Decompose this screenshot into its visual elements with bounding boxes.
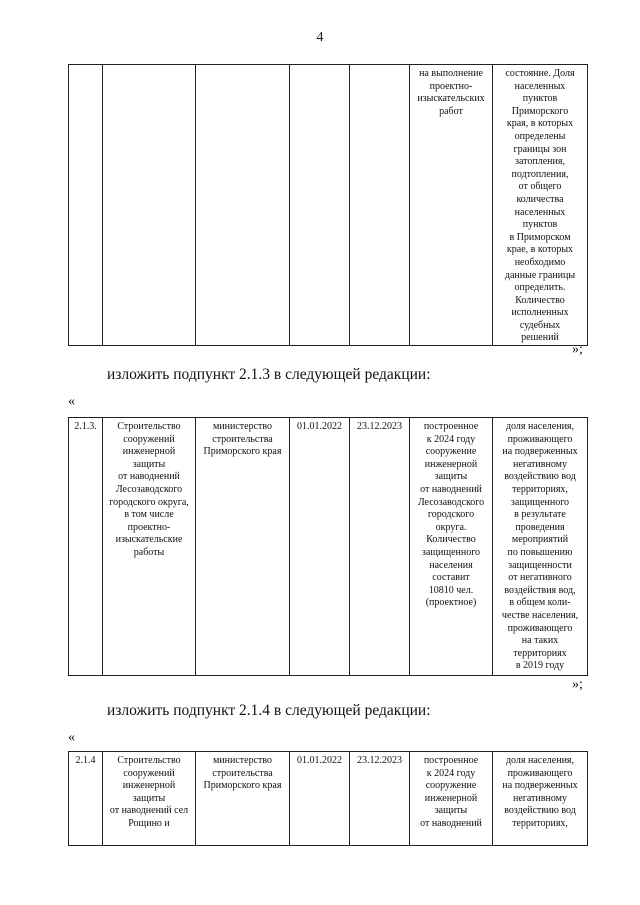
close-quote: »; (572, 342, 583, 357)
cell-end-date: 23.12.2023 (350, 752, 410, 846)
cell-end-date: 23.12.2023 (350, 418, 410, 676)
cell-number: 2.1.4 (69, 752, 103, 846)
cell-end-date (350, 65, 410, 346)
cell-indicator: доля населения, проживающего на подверженных негативному воздействию вод территориях, (493, 752, 588, 846)
cell-executor: министерство строительства Приморского края (196, 752, 290, 846)
cell-number (69, 65, 103, 346)
table-row (69, 752, 588, 846)
open-quote: « (68, 394, 75, 409)
open-quote: « (68, 730, 75, 745)
table-row (69, 418, 588, 676)
cell-executor: министерство строительства Приморского края (196, 418, 290, 676)
table-row (69, 65, 588, 346)
close-quote: »; (572, 677, 583, 692)
cell-measure: Строительство сооружений инженерной защиты от наводнений Лесозаводского городского округа, в том числе проектно- изыскательские работы (103, 418, 196, 676)
cell-measure (103, 65, 196, 346)
cell-start-date (290, 65, 350, 346)
table-item-2-1-4 (68, 751, 588, 846)
table-item-2-1-3 (68, 417, 588, 676)
cell-number: 2.1.3. (69, 418, 103, 676)
instruction-text: изложить подпункт 2.1.3 в следующей редакции: (107, 366, 431, 383)
cell-start-date: 01.01.2022 (290, 418, 350, 676)
cell-indicator: доля населения, проживающего на подверженных негативному воздействию вод территориях, защищенного в результате проведения мероприятий по повышению защищенности от негативного воздействия вод, в общем коли- честве населения, проживающего на таких территориях в 2019 году (493, 418, 588, 676)
cell-start-date: 01.01.2022 (290, 752, 350, 846)
instruction-text: изложить подпункт 2.1.4 в следующей редакции: (107, 702, 431, 719)
cell-result: построенное к 2024 году сооружение инженерной защиты от наводнений (410, 752, 493, 846)
page-number: 4 (316, 30, 324, 45)
cell-result: построенное к 2024 году сооружение инженерной защиты от наводнений Лесозаводского городского округа. Количество защищенного населения составит 10810 чел. (проектное) (410, 418, 493, 676)
cell-result: на выполнение проектно- изыскательских работ (410, 65, 493, 346)
table-continuation (68, 64, 588, 346)
cell-executor (196, 65, 290, 346)
cell-indicator: состояние. Доля населенных пунктов Приморского края, в которых определены границы зон затопления, подтопления, от общего количества населенных пунктов в Приморском крае, в которых необходимо данные границы определить. Количество исполненных судебных решений (493, 65, 588, 346)
cell-measure: Строительство сооружений инженерной защиты от наводнений сел Рощино и (103, 752, 196, 846)
